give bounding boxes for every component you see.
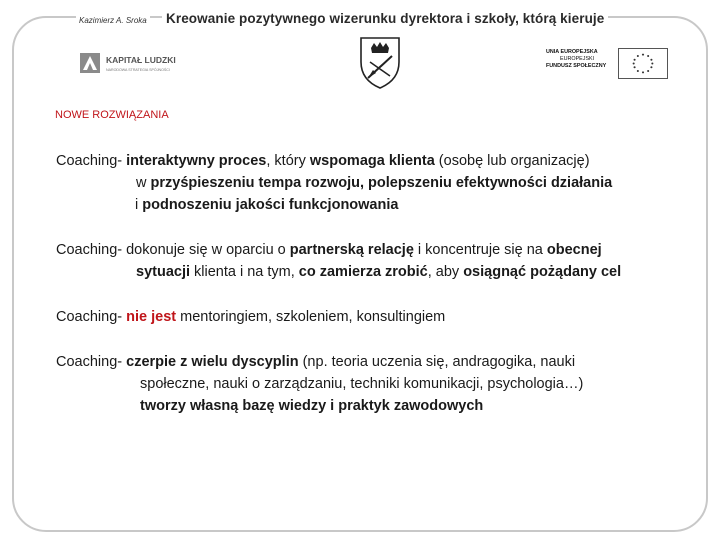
bold-text: partnerską relację xyxy=(289,242,414,258)
text-run: , aby xyxy=(427,264,464,280)
eu-logo-line: EUROPEJSKI xyxy=(560,56,595,62)
text-run: (np. teoria uczenia się, andragogika, nauki xyxy=(298,354,576,370)
text-run: , który xyxy=(266,153,310,169)
paragraph-not-mentoring xyxy=(56,306,696,328)
author-name: Kazimierz A. Sroka xyxy=(76,16,150,25)
eu-logo-line: FUNDUSZ SPOŁECZNY xyxy=(546,63,607,69)
bold-text: sytuacji xyxy=(136,264,190,280)
eu-logo-line: UNIA EUROPEJSKA xyxy=(546,49,598,55)
paragraph-line xyxy=(56,239,696,261)
text-run: społeczne, nauki o zarządzaniu, techniki komunikacji, psychologia…) xyxy=(140,376,584,392)
text-run: Coaching- xyxy=(56,354,127,370)
highlight-text: nie jest xyxy=(126,309,177,325)
text-run: mentoringiem, szkoleniem, konsultingiem xyxy=(176,309,446,325)
bold-text: podnoszeniu jakości funkcjonowania xyxy=(142,197,399,213)
school-crest-icon xyxy=(359,36,401,90)
eu-logo-text xyxy=(546,49,612,70)
kapital-ludzki-logo-subtitle: NARODOWA STRATEGIA SPÓJNOŚCI xyxy=(106,68,170,72)
paragraph-line xyxy=(56,373,696,395)
paragraph-line xyxy=(56,150,696,172)
paragraph-definition xyxy=(56,150,696,216)
paragraph-line xyxy=(56,395,696,417)
bold-text: osiągnąć pożądany cel xyxy=(463,264,622,280)
kapital-ludzki-logo-title: KAPITAŁ LUDZKI xyxy=(106,55,176,65)
text-run: Coaching- xyxy=(56,153,127,169)
text-run: i xyxy=(135,197,143,213)
text-run: (osobę lub organizację) xyxy=(434,153,590,169)
bold-text: tworzy własną bazę wiedzy i praktyk zawodowych xyxy=(140,398,484,414)
paragraph-partnership xyxy=(56,239,696,283)
eu-efs-logo xyxy=(546,48,668,80)
bold-text: obecnej xyxy=(546,242,602,258)
bold-text: co zamierza zrobić xyxy=(298,264,428,280)
eu-flag-icon xyxy=(618,48,668,79)
text-run: i koncentruje się na xyxy=(413,242,547,258)
section-label: NOWE ROZWIĄZANIA xyxy=(55,109,169,121)
text-run: Coaching- dokonuje się w oparciu o xyxy=(56,242,290,258)
paragraph-line xyxy=(56,172,696,194)
paragraph-line xyxy=(56,194,696,216)
paragraph-line xyxy=(56,351,696,373)
kapital-ludzki-logo xyxy=(80,52,198,74)
bold-text: interaktywny proces xyxy=(126,153,267,169)
paragraph-line xyxy=(56,261,696,283)
text-run: klienta i na tym, xyxy=(190,264,299,280)
slide-header-title: Kreowanie pozytywnego wizerunku dyrektora i szkoły, którą kieruje xyxy=(162,11,608,26)
paragraph-line xyxy=(56,306,696,328)
bold-text: przyśpieszeniu tempa rozwoju, polepszeniu efektywności działania xyxy=(150,175,613,191)
paragraph-disciplines xyxy=(56,351,696,417)
bold-text: czerpie z wielu dyscyplin xyxy=(126,354,299,370)
text-run: Coaching- xyxy=(56,309,127,325)
bold-text: wspomaga klienta xyxy=(309,153,435,169)
text-run: w xyxy=(136,175,151,191)
slide-content xyxy=(56,150,696,440)
